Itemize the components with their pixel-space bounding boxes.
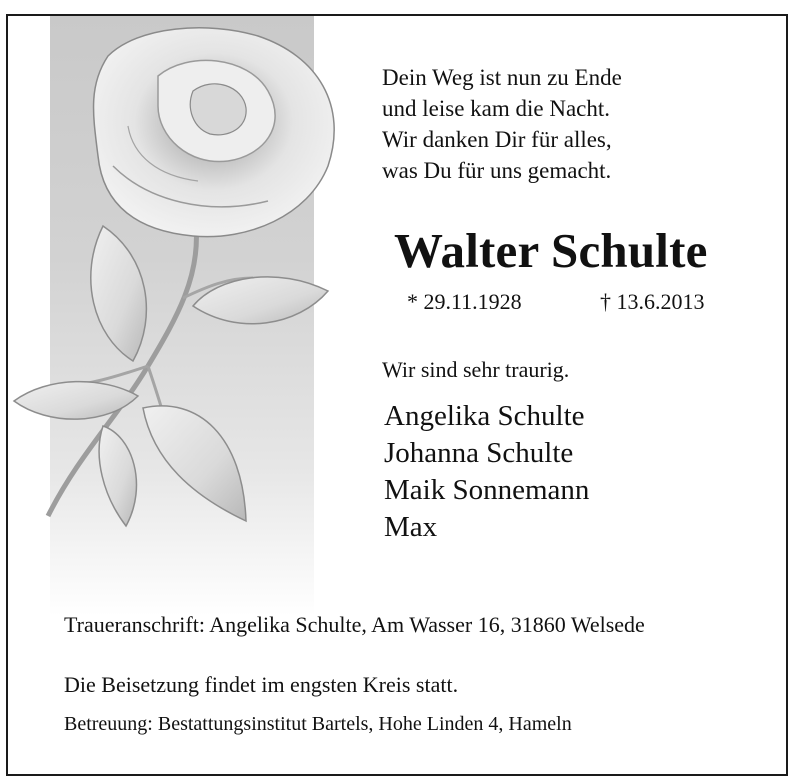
poem-line: was Du für uns gemacht. (382, 158, 612, 183)
mourners-list (384, 398, 589, 546)
mourner-name: Maik Sonnemann (384, 474, 590, 506)
rose-illustration (8, 16, 348, 576)
funeral-home: Betreuung: Bestattungsinstitut Bartels, Hohe Linden 4, Hameln (64, 713, 572, 735)
mourner-name: Angelika Schulte (384, 400, 585, 432)
mourning-address: Traueranschrift: Angelika Schulte, Am Wasser 16, 31860 Welsede (64, 612, 645, 637)
poem-line: und leise kam die Nacht. (382, 96, 611, 121)
funeral-note: Die Beisetzung findet im engsten Kreis statt. (64, 672, 459, 697)
poem (382, 62, 622, 186)
mourner-name: Max (384, 511, 438, 543)
birth-date: * 29.11.1928 (407, 289, 522, 314)
deceased-name: Walter Schulte (394, 223, 708, 278)
poem-line: Wir danken Dir für alles, (382, 127, 612, 152)
death-date: † 13.6.2013 (600, 289, 705, 314)
poem-line: Dein Weg ist nun zu Ende (382, 65, 622, 90)
mourning-text: Wir sind sehr traurig. (382, 357, 570, 382)
mourner-name: Johanna Schulte (384, 437, 574, 469)
